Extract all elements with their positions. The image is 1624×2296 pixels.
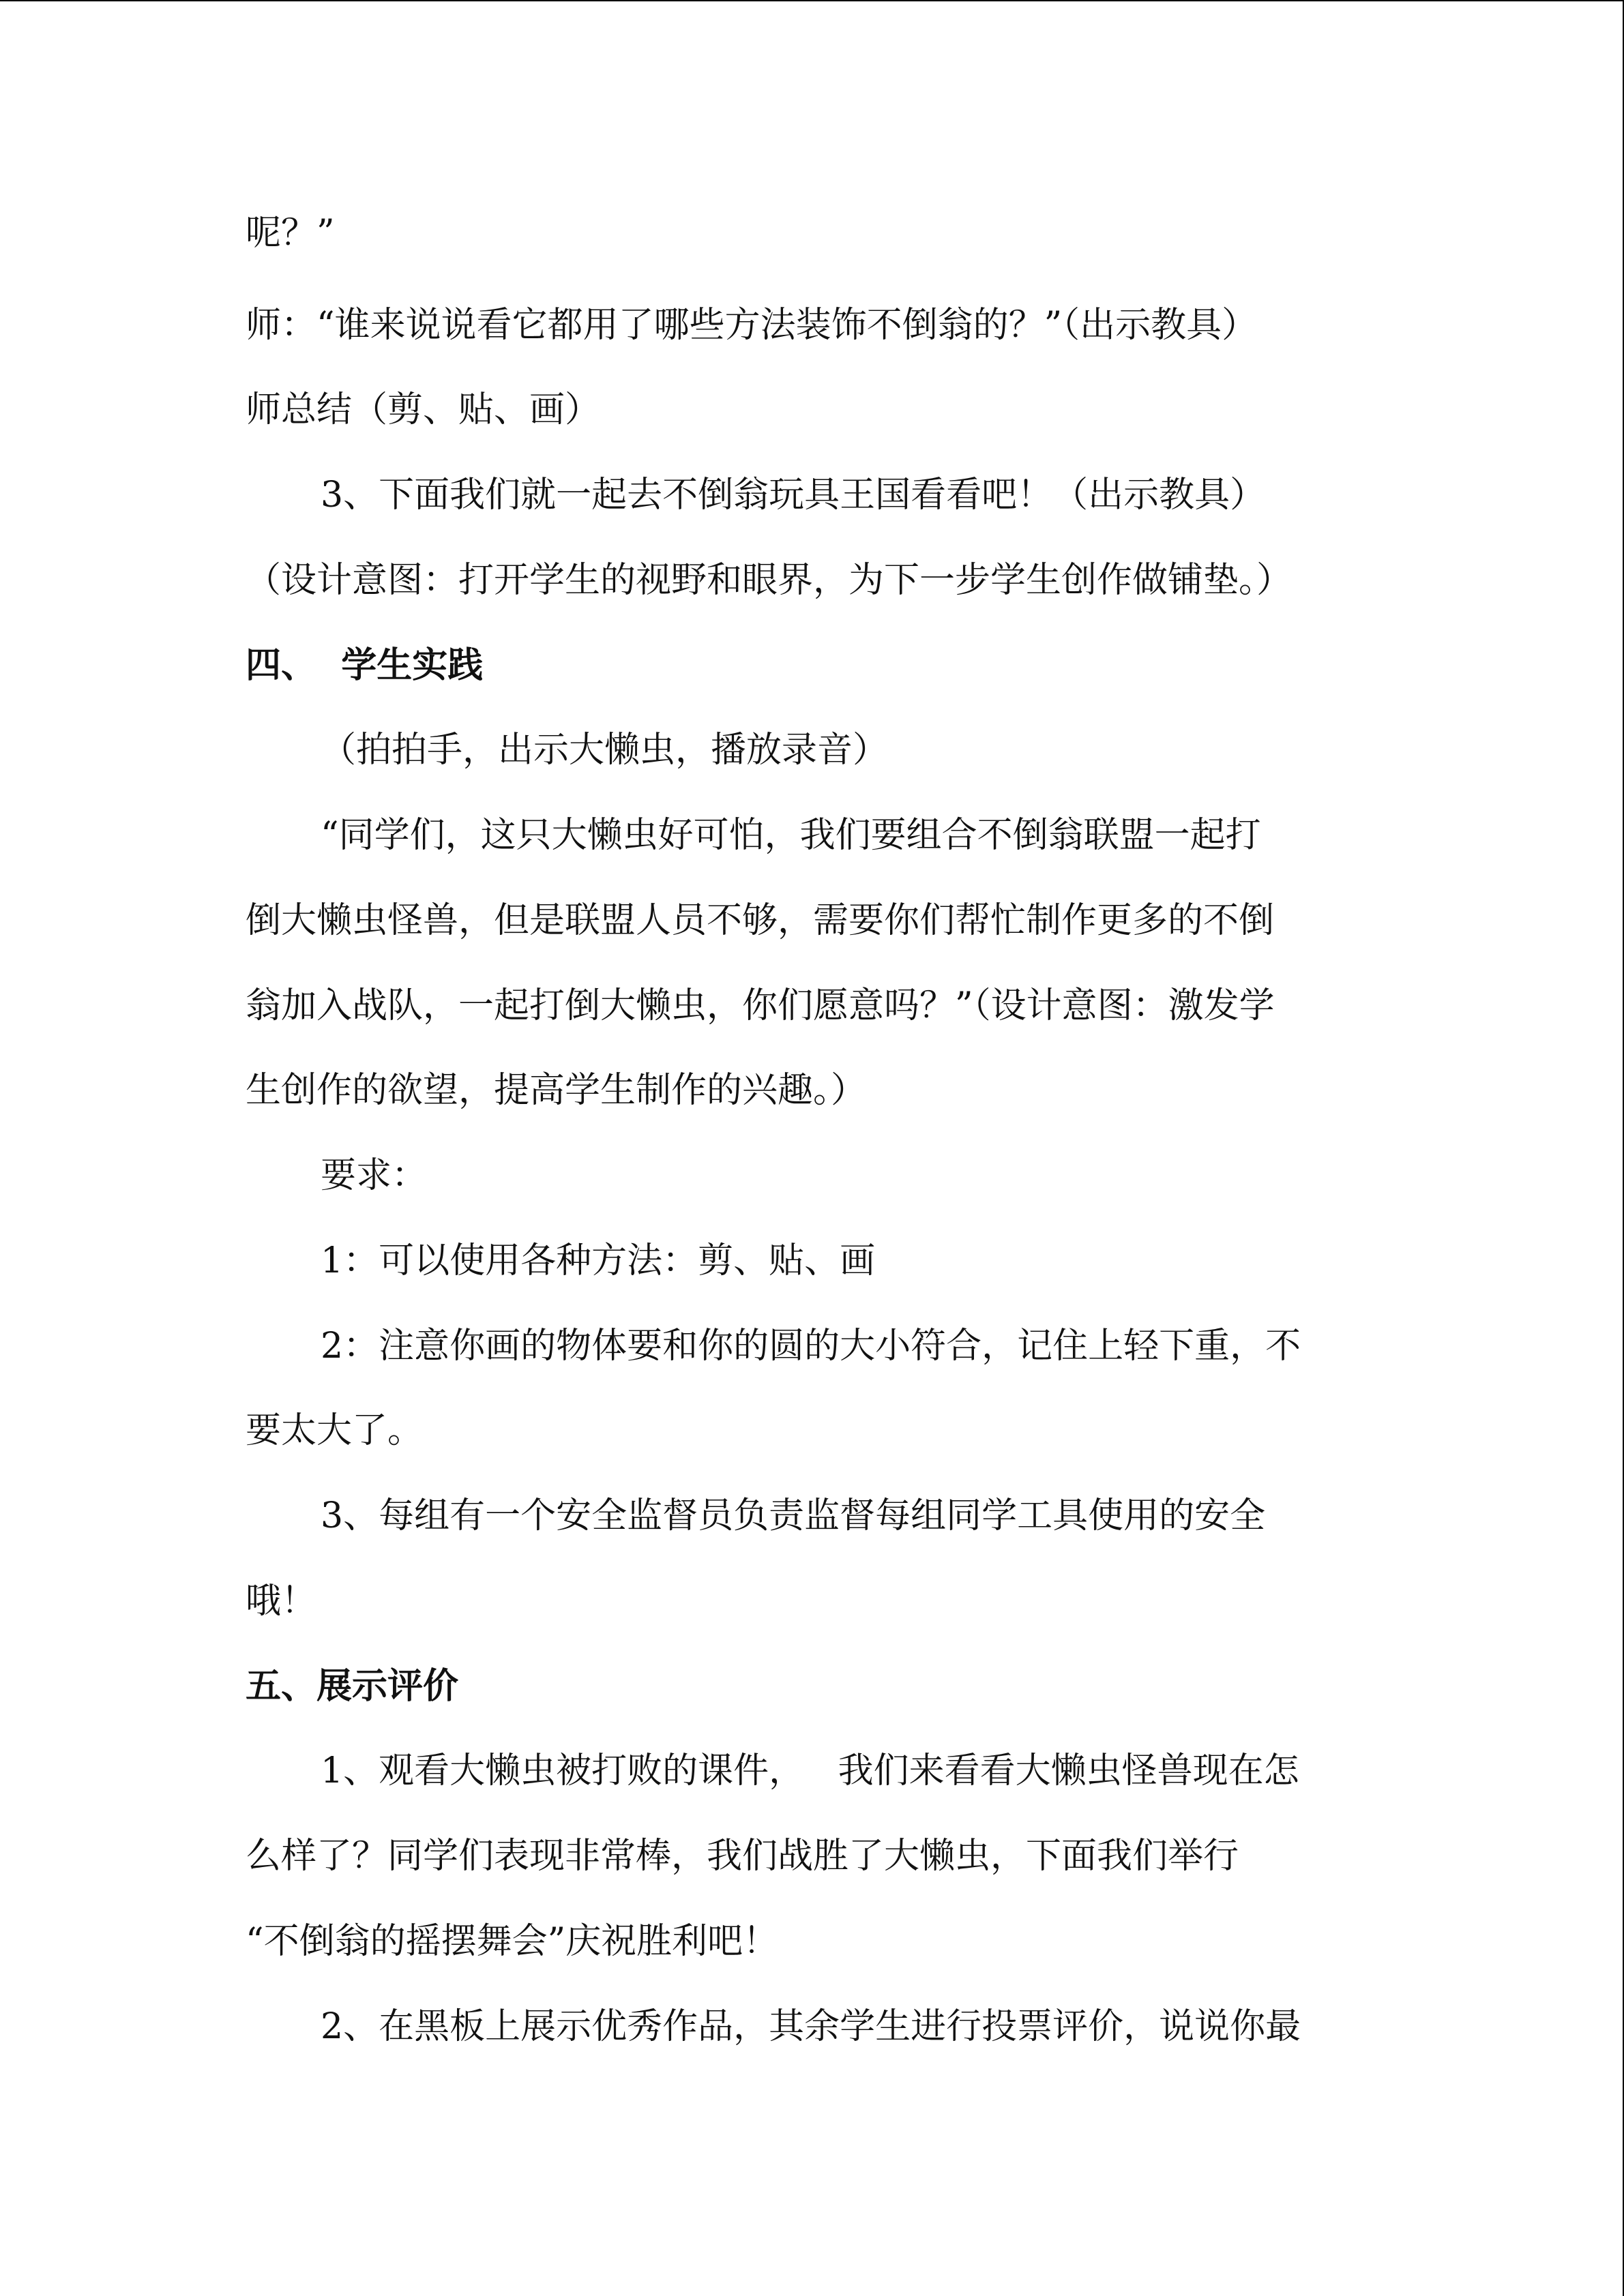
text-line: （拍拍手，出示大懒虫，播放录音）: [321, 730, 889, 771]
section-heading: 五、展示评价: [246, 1666, 459, 1707]
text-line: 师：“谁来说说看它都用了哪些方法装饰不倒翁的？”（出示教具）: [246, 305, 1258, 346]
text-line: （设计意图：打开学生的视野和眼界，为下一步学生创作做铺垫。）: [246, 560, 1293, 601]
section-heading: 四、 学生实践: [246, 645, 484, 686]
text-line: 要太大了。: [246, 1410, 424, 1451]
text-line: 3、每组有一个安全监督员负责监督每组同学工具使用的安全: [321, 1495, 1266, 1536]
text-line: 翁加入战队，一起打倒大懒虫，你们愿意吗？”（设计意图：激发学: [246, 985, 1275, 1026]
text-line: 1：可以使用各种方法：剪、贴、画: [321, 1240, 876, 1281]
text-line: 哦！: [246, 1581, 317, 1622]
text-line: 生创作的欲望，提高学生制作的兴趣。）: [246, 1070, 867, 1111]
text-line: 呢？”: [246, 213, 335, 254]
text-line: “不倒翁的摇摆舞会”庆祝胜利吧！: [246, 1921, 779, 1962]
text-line: 要求：: [321, 1155, 428, 1196]
text-line: 师总结（剪、贴、画）: [246, 389, 601, 430]
text-line: 3、下面我们就一起去不倒翁玩具王国看看吧！（出示教具）: [321, 475, 1266, 516]
text-line: 2：注意你画的物体要和你的圆的大小符合，记住上轻下重，不: [321, 1326, 1301, 1367]
text-line: 1、观看大懒虫被打败的课件， 我们来看看大懒虫怪兽现在怎: [321, 1750, 1299, 1791]
text-line: “同学们，这只大懒虫好可怕，我们要组合不倒翁联盟一起打: [321, 815, 1261, 856]
text-line: 倒大懒虫怪兽，但是联盟人员不够，需要你们帮忙制作更多的不倒: [246, 900, 1275, 941]
text-line: 么样了？同学们表现非常棒，我们战胜了大懒虫，下面我们举行: [246, 1836, 1239, 1877]
text-line: 2、在黑板上展示优秀作品，其余学生进行投票评价，说说你最: [321, 2006, 1301, 2047]
